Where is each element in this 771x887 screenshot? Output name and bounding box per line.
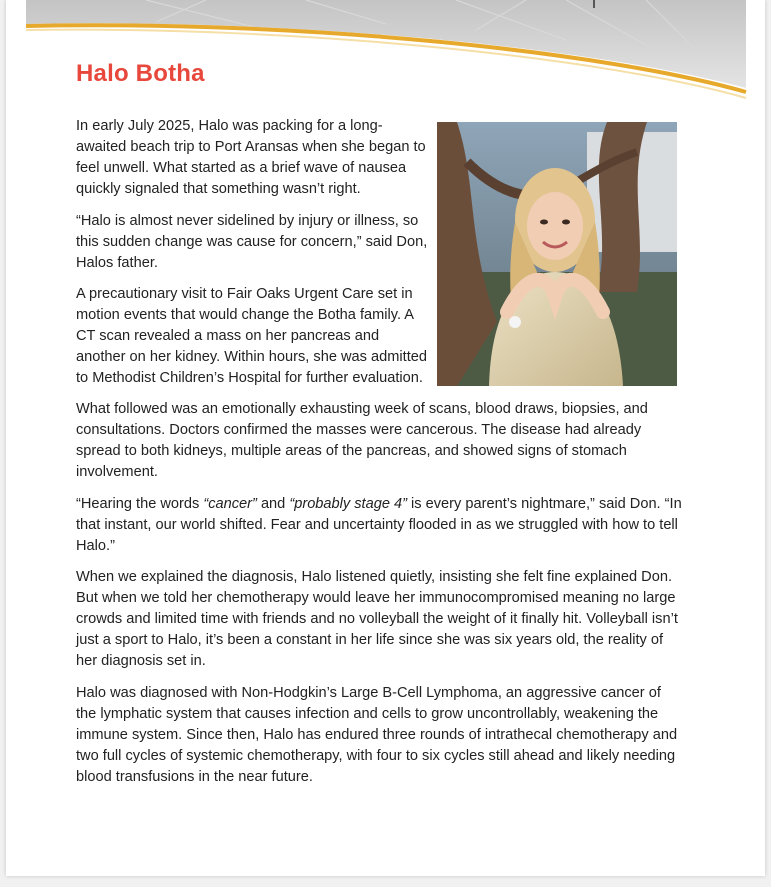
paragraph-telling-halo: When we explained the diagnosis, Halo listened quietly, insisting she felt fine explained Don. But when we told her chemotherapy would leave her immunocompromised meaning no large crowds and limited time with friends and no volleyball the weight of it finally hit. Volleyball isn’t just a sport to Halo, it’s been a constant in her life since she was six years old, the reality of her diagnosis set in. xyxy=(76,569,678,669)
quote-and: and xyxy=(256,496,290,512)
header-banner xyxy=(6,0,765,110)
quote-emphasis-cancer: “cancer” xyxy=(203,496,257,512)
paragraph-urgent-care: A precautionary visit to Fair Oaks Urgent Care set in motion events that would change the Botha family. A CT scan revealed a mass on her pancreas and another on her kidney. Within hours, she was admitted to Methodist Children’s Hospital for further evaluation. xyxy=(76,286,427,386)
quote-tail: is every parent’s nightmare,” said Don. “In that instant, our world shifted. Fear and uncertainty flooded in as we struggled with how to tell Halo.” xyxy=(76,496,682,554)
photo-portrait-heart-hands xyxy=(437,122,677,386)
quote-emphasis-stage: “probably stage 4” xyxy=(289,496,407,512)
quote-lead: “Hearing the words xyxy=(76,496,204,512)
paragraph-father-quote: “Halo is almost never sidelined by injury or illness, so this sudden change was cause for concern,” said Don, Halos father. xyxy=(76,213,428,271)
article-title: Halo Botha xyxy=(76,60,205,87)
paragraph-parent-quote xyxy=(76,494,682,557)
paragraph-diagnosis-week: What followed was an emotionally exhausting week of scans, blood draws, biopsies, and consultations. Doctors confirmed the masses were cancerous. The disease had already spread to both kidneys, multiple areas of the pancreas, and showed signs of stomach involvement. xyxy=(76,401,648,480)
document-page xyxy=(6,0,765,876)
paragraph-intro: In early July 2025, Halo was packing for a long-awaited beach trip to Port Aransas when she began to feel unwell. What started as a brief wave of nausea quickly signaled that something wasn’t right. xyxy=(76,118,426,197)
paragraph-lymphoma: Halo was diagnosed with Non-Hodgkin’s Large B-Cell Lymphoma, an aggressive cancer of the lymphatic system that causes infection and cells to grow uncontrollably, weakening the immune system. Since then, Halo has endured three rounds of intrathecal chemotherapy and two full cycles of systemic chemotherapy, with four to six cycles still ahead and likely needing blood transfusions in the near future. xyxy=(76,685,678,785)
